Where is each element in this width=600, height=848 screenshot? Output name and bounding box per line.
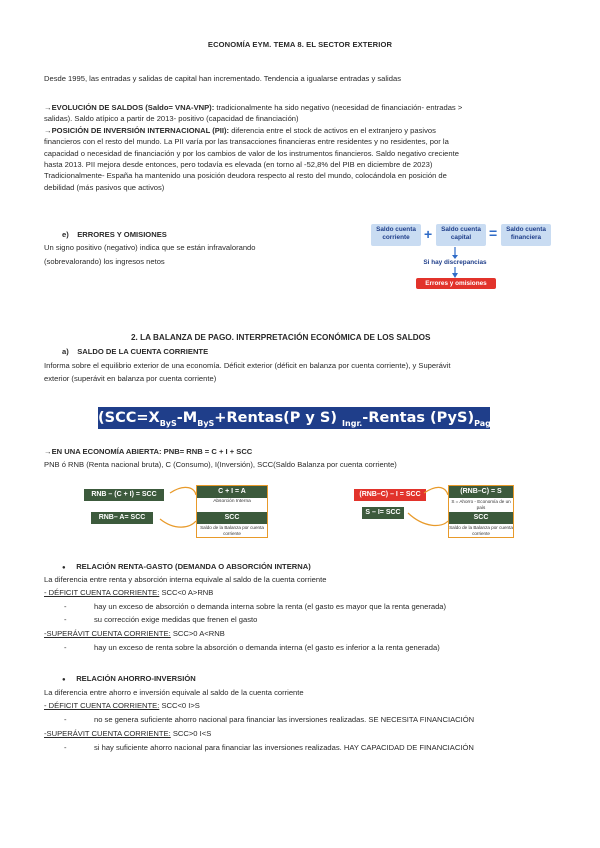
errores-text-2: (sobrevalorando) los ingresos netos	[44, 257, 165, 266]
dash-icon: -	[64, 643, 67, 652]
absorcion-label: Absorción Interna	[213, 499, 251, 504]
errores-text-1: Un signo positivo (negativo) indica que se están infravalorando	[44, 243, 256, 252]
formula-part-2: -M	[176, 410, 198, 426]
pii-text-4: hasta 2013. PII mejora desde entonces, pero todavía es elevada (en torno al -52,8% del PIB en diciembre de 2023)	[44, 160, 433, 170]
rnb-minus-a-box: RNB– A= SCC	[91, 512, 153, 524]
bullet-icon: ●	[62, 677, 66, 683]
scc-formula-banner	[98, 407, 506, 429]
bullet-icon: ●	[62, 565, 66, 571]
deficit-label: - DÉFICIT CUENTA CORRIENTE:	[44, 588, 160, 597]
errores-title: ERRORES Y OMISIONES	[77, 230, 167, 239]
discrepancias-note: Si hay discrepancias	[423, 259, 487, 266]
deficit-value: SCC<0 A>RNB	[159, 588, 214, 597]
section-2-title: 2. LA BALANZA DE PAGO. INTERPRETACIÓN ECONÓMICA DE LOS SALDOS	[131, 333, 431, 342]
page-title: ECONOMÍA EYM. TEMA 8. EL SECTOR EXTERIOR	[207, 40, 393, 49]
dash-icon: -	[64, 715, 67, 724]
scc-label: SCC	[449, 512, 513, 524]
plus-icon: +	[424, 226, 433, 242]
saldo-cuenta-financiera-box: Saldo cuenta financiera	[501, 224, 551, 246]
errores-heading	[62, 229, 167, 240]
scc-description: Saldo de la Balanza por cuenta corriente	[449, 525, 513, 536]
rnb-c-s-label: (RNB–C) = S	[449, 486, 513, 498]
dash-icon: -	[64, 743, 67, 752]
formula-sub-1: ByS	[159, 418, 177, 428]
superavit-label: -SUPERÁVIT CUENTA CORRIENTE:	[44, 629, 171, 638]
evolucion-text-2: salidas). Saldo atípico a partir de 2013- positivo (capacidad de financiación)	[44, 114, 299, 124]
evolucion-paragraph	[44, 102, 564, 193]
saldo-cuenta-capital-box: Saldo cuenta capital	[436, 224, 486, 246]
section-2a-letter: a)	[62, 347, 69, 356]
pii-text-6: debilidad (más pasivos que activos)	[44, 182, 165, 192]
ahorro-inversion-superavit-item-1	[44, 742, 474, 753]
open-economy-heading: →EN UNA ECONOMÍA ABIERTA: PNB= RNB = C + I + SCC	[44, 447, 253, 456]
ahorro-inversion-deficit-item-1	[44, 714, 474, 725]
deficit-item-text: hay un exceso de absorción o demanda interna sobre la renta (el gasto es mayor que la renta generada)	[94, 602, 447, 611]
evolucion-text-1: tradicionalmente ha sido negativo (necesidad de financiación- entradas >	[214, 103, 463, 112]
formula-part-1: (SCC=X	[98, 410, 160, 426]
deficit-label: - DÉFICIT CUENTA CORRIENTE:	[44, 701, 160, 710]
superavit-label: -SUPERÁVIT CUENTA CORRIENTE:	[44, 729, 171, 738]
formula-sub-2: ByS	[197, 418, 215, 428]
rnb-minus-ci-box: RNB – (C + I) = SCC	[84, 489, 164, 501]
dash-icon: -	[64, 615, 67, 624]
open-economy-text: PNB ó RNB (Renta nacional bruta), C (Consumo), I(Inversión), SCC(Saldo Balanza por cuenta corriente)	[44, 460, 397, 469]
saldo-cuenta-corriente-box: Saldo cuenta corriente	[371, 224, 421, 246]
pii-text-2: financieros con el resto del mundo. La PII varía por las transacciones financieras entre residentes y no residentes, por la	[44, 137, 449, 147]
ci-panel	[196, 485, 268, 538]
connector-icon	[404, 483, 454, 533]
errores-letter: e)	[62, 230, 69, 239]
section-2a-text-2: exterior (superávit en balanza por cuenta corriente)	[44, 374, 217, 383]
formula-part-3: +Rentas(P y S)	[214, 410, 343, 426]
section-2a-title: SALDO DE LA CUENTA CORRIENTE	[77, 347, 209, 356]
equals-icon: =	[489, 225, 498, 241]
renta-gasto-deficit-item-2	[44, 614, 257, 625]
superavit-value: SCC>0 A<RNB	[170, 629, 225, 638]
scc-description: Saldo de la Balanza por cuenta corriente	[200, 525, 264, 536]
renta-gasto-deficit	[44, 587, 213, 598]
pii-text-1: diferencia entre el stock de activos en el extranjero y pasivos	[229, 125, 436, 135]
connector-icon	[140, 483, 200, 533]
deficit-item-text: no se genera suficiente ahorro nacional para financiar las inversiones realizadas. SE NECESITA FINANCIACIÓN	[94, 715, 475, 724]
renta-gasto-intro: La diferencia entre renta y absorción interna equivale al saldo de la cuenta corriente	[44, 575, 327, 584]
pii-text-5: Tradicionalmente- España ha mantenido una posición deudora respecto al resto del mundo, colocándola en posición de	[44, 171, 447, 181]
scc-label: SCC	[197, 512, 267, 524]
errores-omisiones-box: Errores y omisiones	[416, 278, 496, 289]
s-minus-i-box: S – I= SCC	[362, 507, 404, 519]
superavit-item-text: si hay suficiente ahorro nacional para financiar las inversiones realizadas. HAY CAPACIDAD DE FINANCIACIÓN	[94, 743, 474, 752]
ci-a-label: C + I = A	[197, 486, 267, 498]
intro-paragraph: Desde 1995, las entradas y salidas de capital han incrementado. Tendencia a igualarse entradas y salidas	[44, 74, 401, 83]
formula-sub-4: Pag.	[474, 418, 494, 428]
superavit-value: SCC>0 I<S	[170, 729, 212, 738]
renta-gasto-superavit	[44, 628, 225, 639]
renta-gasto-superavit-item-1	[44, 642, 440, 653]
formula-part-4: -Rentas (PyS)	[362, 410, 475, 426]
ahorro-inversion-superavit	[44, 728, 211, 739]
renta-gasto-deficit-item-1	[44, 601, 446, 612]
ahorro-label: S = Ahorro - Economía de un país	[451, 499, 511, 510]
renta-gasto-heading	[62, 561, 311, 574]
deficit-value: SCC<0 I>S	[159, 701, 200, 710]
superavit-item-text: hay un exceso de renta sobre la absorción o demanda interna (el gasto es inferior a la renta generada)	[94, 643, 440, 652]
ahorro-inversion-title: RELACIÓN AHORRO-INVERSIÓN	[76, 674, 196, 683]
pii-heading: →POSICIÓN DE INVERSIÓN INTERNACIONAL (PII):	[44, 125, 230, 135]
section-2a-heading	[62, 346, 208, 357]
renta-gasto-title: RELACIÓN RENTA-GASTO (DEMANDA O ABSORCIÓN INTERNA)	[76, 562, 311, 571]
formula-part-5: )	[493, 410, 506, 426]
evolucion-heading: →EVOLUCIÓN DE SALDOS (Saldo= VNA-VNP):	[44, 103, 215, 112]
rnb-c-minus-i-box: (RNB–C) – I = SCC	[354, 489, 426, 501]
formula-sub-3: Ingr.	[342, 418, 363, 428]
dash-icon: -	[64, 602, 67, 611]
rnb-c-panel	[448, 485, 514, 538]
ahorro-inversion-intro: La diferencia entre ahorro e inversión equivale al saldo de la cuenta corriente	[44, 688, 304, 697]
section-2a-text-1: Informa sobre el equilibrio exterior de una economía. Déficit exterior (déficit en balanza por cuenta corriente), y Superávit	[44, 361, 451, 370]
ahorro-inversion-deficit	[44, 700, 200, 711]
deficit-item-text: su corrección exige medidas que frenen el gasto	[94, 615, 258, 624]
pii-text-3: capacidad o necesidad de financiación y por los cambios de valor de los instrumentos financieros. Saldo negativo creciente	[44, 148, 459, 158]
ahorro-inversion-heading	[62, 673, 196, 686]
